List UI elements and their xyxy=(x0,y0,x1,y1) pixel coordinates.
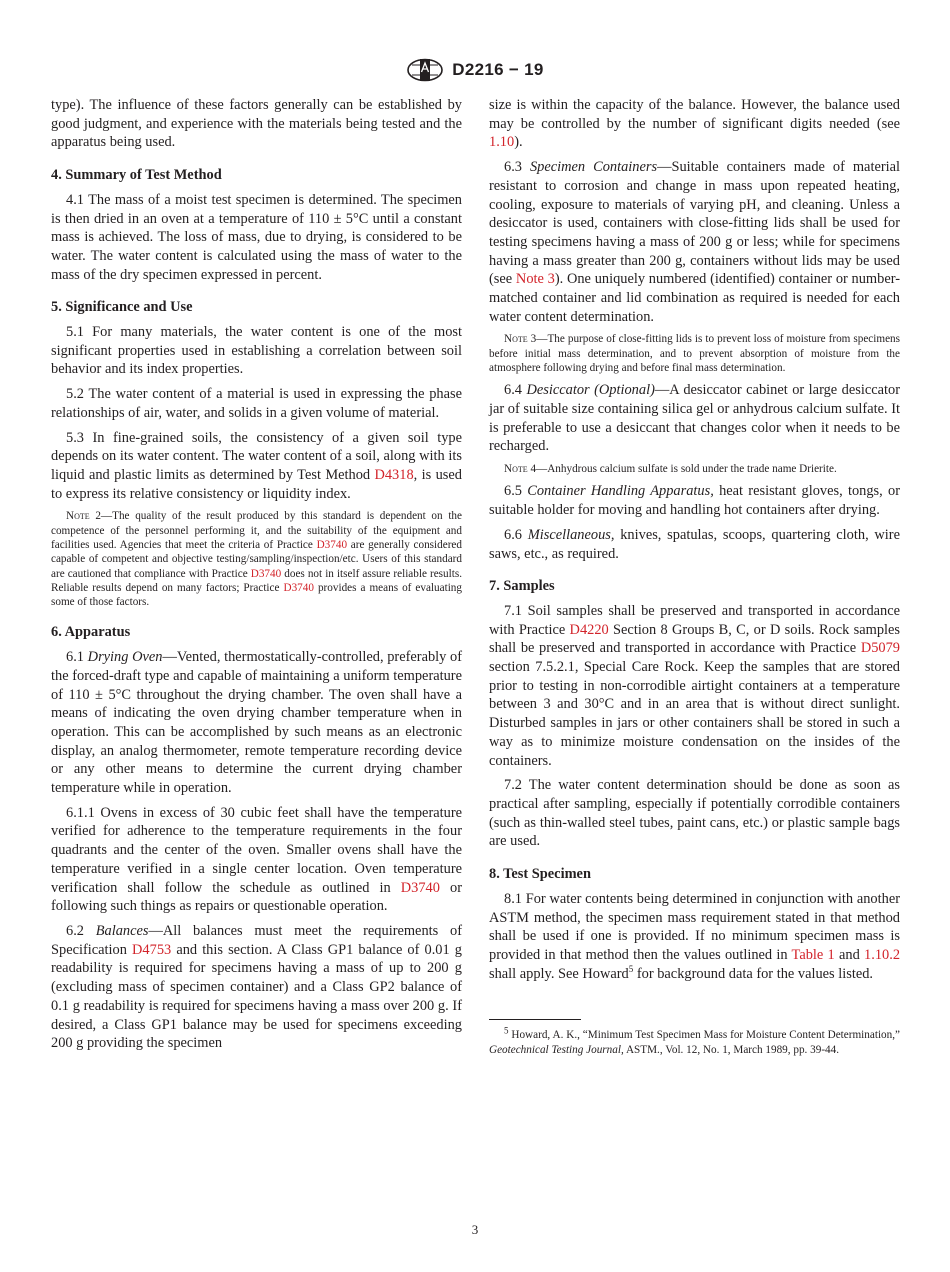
section-heading-7: 7. Samples xyxy=(489,578,555,595)
document-code: D2216 − 19 xyxy=(452,60,544,79)
link-d4220[interactable]: D4220 xyxy=(569,621,609,638)
paragraph-8-1: 8.1 For water contents being determined in conjunction with another ASTM method, the specimen mass requirement stated in that method shall be used if one is provided. If no minimum specimen mass is provided in that method then the values outlined in Table 1 and 1.10.2 shall apply. See Howard$^5$ for background data for the values listed. xyxy=(489,890,901,982)
section-heading-6: 6. Apparatus xyxy=(51,624,131,641)
page-header xyxy=(0,58,950,82)
paragraph-4-1: 4.1 The mass of a moist test specimen is determined. The specimen is then dried in an oven at a temperature of 110 ± 5°C until a constant mass is achieved. The loss of mass, due to drying, is considered to be water. The water content is calculated using the mass of water to the mass of the dry specimen expressed in percent. xyxy=(51,191,462,283)
link-d4318[interactable]: D4318 xyxy=(374,466,414,483)
paragraph-6-5: 6.5 Container Handling Apparatus, heat resistant gloves, tongs, or suitable holder for moving and handling hot containers after drying. xyxy=(489,483,900,519)
section-heading-8: 8. Test Specimen xyxy=(489,866,591,883)
paragraph-6-4: 6.4 Desiccator (Optional)—A desiccator cabinet or large desiccator jar of suitable size containing silica gel or anhydrous calcium sulfate. It is preferable to use a desiccant that changes color when it needs to be recharged. xyxy=(489,382,900,455)
right-column xyxy=(489,96,900,1057)
paragraph-7-1: 7.1 Soil samples shall be preserved and transported in accordance with Practice D4220 Section 8 Groups B, C, or D soils. Rock samples shall be preserved and transported in accordance with Practice D5079 section 7.5.2.1, Special Care Rock. Keep the samples that are stored prior to testing in non-corrodible airtight containers at a temperature between 3 and 30°C and in an area that is without direct sunlight. Disturbed samples in jars or other containers shall be stored in such a way as to minimize moisture condensation on the insides of the containers. xyxy=(489,602,900,769)
section-heading-5: 5. Significance and Use xyxy=(51,299,193,316)
link-d3740[interactable]: D3740 xyxy=(283,581,314,594)
link-note-3[interactable]: Note 3 xyxy=(515,271,555,288)
page-number: 3 xyxy=(471,1222,479,1237)
link-d3740[interactable]: D3740 xyxy=(250,567,282,580)
note-3: Note 3—The purpose of close-fitting lids is to prevent loss of moisture from specimens before initial mass determination, and to prevent absorption of moisture from the atmosphere following drying and before final mass determination. xyxy=(489,333,900,375)
link-d3740[interactable]: D3740 xyxy=(316,538,348,551)
paragraph-5-2: 5.2 The water content of a material is used in expressing the phase relationships of air, water, and solids in a given volume of material. xyxy=(51,386,462,421)
footnote-5: $^5$ Howard, A. K., “Minimum Test Specimen Mass for Moisture Content Determination,” Geotechnical Testing Journal, ASTM., Vol. 12, No. 1, March 1989, pp. 39-44. xyxy=(489,1025,900,1056)
section-heading-4: 4. Summary of Test Method xyxy=(51,167,222,184)
paragraph-continued: type). The influence of these factors generally can be established by good judgment, and experience with the materials being tested and the apparatus being used. xyxy=(51,97,462,151)
link-d5079[interactable]: D5079 xyxy=(860,640,900,657)
paragraph-6-2: 6.2 Balances—All balances must meet the requirements of Specification D4753 and this section. A Class GP1 balance of 0.01 g readability is required for specimens having a mass of up to 200 g (excluding mass of specimen container) and a Class GP2 balance of 0.1 g readability is required for specimens having a mass over 200 g. If desired, a Class GP1 balance may be used for specimens exceeding 200 g providing the specimen xyxy=(51,922,462,1052)
note-4: Note 4—Anhydrous calcium sulfate is sold under the trade name Drierite. xyxy=(504,463,837,476)
paragraph-6-6: 6.6 Miscellaneous, knives, spatulas, scoops, quartering cloth, wire saws, etc., as required. xyxy=(489,526,900,562)
paragraph-5-1: 5.1 For many materials, the water content is one of the most significant properties used in establishing a correlation between soil behavior and its index properties. xyxy=(51,324,462,378)
link-d4753[interactable]: D4753 xyxy=(132,941,172,958)
link-1-10-2[interactable]: 1.10.2 xyxy=(864,946,901,963)
link-table-1[interactable]: Table 1 xyxy=(791,946,835,963)
paragraph-5-3: 5.3 In fine-grained soils, the consistency of a given soil type depends on its water content. The water content of a soil, along with its liquid and plastic limits as determined by Test Method D4318, is used to express its relative consistency or liquidity index. xyxy=(51,429,462,502)
paragraph-6-1-1: 6.1.1 Ovens in excess of 30 cubic feet shall have the temperature verified for adherence to the temperature requirements in the four quadrants and the center of the oven. Smaller ovens shall have the temperature verified in a single center location. Oven temperature verification shall follow the schedule as outlined in D3740 or following such things as repairs or questionable operation. xyxy=(51,804,462,915)
paragraph-6-3: 6.3 Specimen Containers—Suitable containers made of material resistant to corrosion and change in mass upon repeated heating, cooling, exposure to materials of varying pH, and cleaning. Unless a desiccator is used, containers with close-fitting lids shall be used for testing specimens having a mass of 200 g or less; while for specimens having a mass greater than 200 g, containers without lids may be used (see Note 3). One uniquely numbered (identified) container or number-matched container and lid combination as required is needed for each water content determination. xyxy=(489,159,901,325)
link-1-10[interactable]: 1.10 xyxy=(489,134,515,151)
link-d3740[interactable]: D3740 xyxy=(400,879,440,896)
astm-logo-icon xyxy=(406,58,444,82)
paragraph-6-1: 6.1 Drying Oven—Vented, thermostatically-controlled, preferably of the forced-draft type and capable of maintaining a uniform temperature of 110 ± 5°C throughout the drying chamber. The oven shall have a means of indicating the oven drying chamber temperature when in operation. This can be accomplished by such means as an electronic display, an analog thermometer, remote temperature recording device or any other means to determine the current drying chamber temperature while in operation. xyxy=(51,649,463,797)
footnote-divider xyxy=(489,1019,581,1020)
paragraph-7-2: 7.2 The water content determination should be done as soon as practical after sampling, especially if potentially corrodible containers (such as thin-walled steel tubes, paint cans, etc.) or plastic sample bags are used. xyxy=(489,777,900,850)
note-2: Note 2—The quality of the result produced by this standard is dependent on the competence of the personnel performing it, and the suitability of the equipment and facilities used. Agencies that meet the criteria of Practice D3740 are generally considered capable of competent and objective testing/sampling/inspection/etc. Users of this standard are cautioned that compliance with Practice D3740 does not in itself assure reliable results. Reliable results depend on many factors; Practice D3740 provides a means of evaluating some of those factors. xyxy=(51,510,462,609)
paragraph-continued: size is within the capacity of the balance. However, the balance used may be controlled by the number of significant digits needed (see 1.10). xyxy=(489,97,900,151)
left-column xyxy=(51,96,462,1059)
footnote-ref-5: 5 xyxy=(628,963,634,974)
